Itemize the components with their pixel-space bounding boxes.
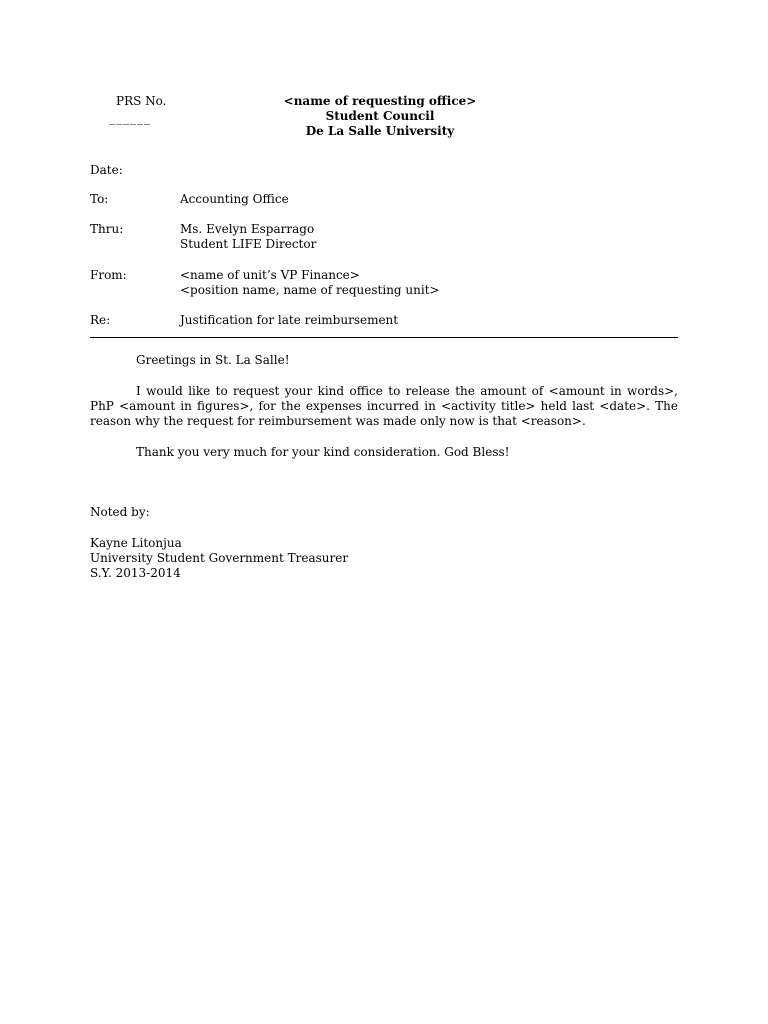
- date-label: Date:: [90, 163, 123, 177]
- requesting-office-placeholder: <name of requesting office>: [283, 94, 477, 108]
- from-name-placeholder: <name of unit’s VP Finance>: [180, 268, 360, 282]
- signatory-title: University Student Government Treasurer: [90, 551, 349, 565]
- university-heading: De La Salle University: [305, 124, 455, 138]
- greeting: Greetings in St. La Salle!: [136, 353, 290, 367]
- signatory-name: Kayne Litonjua: [90, 536, 182, 550]
- from-label: From:: [90, 268, 127, 282]
- noted-by-label: Noted by:: [90, 505, 150, 519]
- prs-number-blank: ______: [109, 111, 151, 125]
- re-label: Re:: [90, 313, 111, 327]
- from-position-placeholder: <position name, name of requesting unit>: [180, 283, 440, 297]
- request-paragraph: I would like to request your kind office to release the amount of <amount in words>, PhP <amount in figures>, for the expenses incurred in <activity title> held last <date>. The reason why the request for reimbursement was made only now is that <reason>.: [90, 384, 678, 428]
- school-year: S.Y. 2013-2014: [90, 566, 181, 580]
- student-council-heading: Student Council: [325, 109, 435, 123]
- to-value: Accounting Office: [180, 192, 289, 206]
- thru-title: Student LIFE Director: [180, 237, 317, 251]
- thanks-line: Thank you very much for your kind consideration. God Bless!: [136, 445, 510, 459]
- prs-number-label: PRS No.: [116, 94, 167, 108]
- re-value: Justification for late reimbursement: [180, 313, 399, 327]
- to-label: To:: [90, 192, 109, 206]
- header-divider: [90, 337, 678, 338]
- thru-label: Thru:: [90, 222, 124, 236]
- thru-name: Ms. Evelyn Esparrago: [180, 222, 315, 236]
